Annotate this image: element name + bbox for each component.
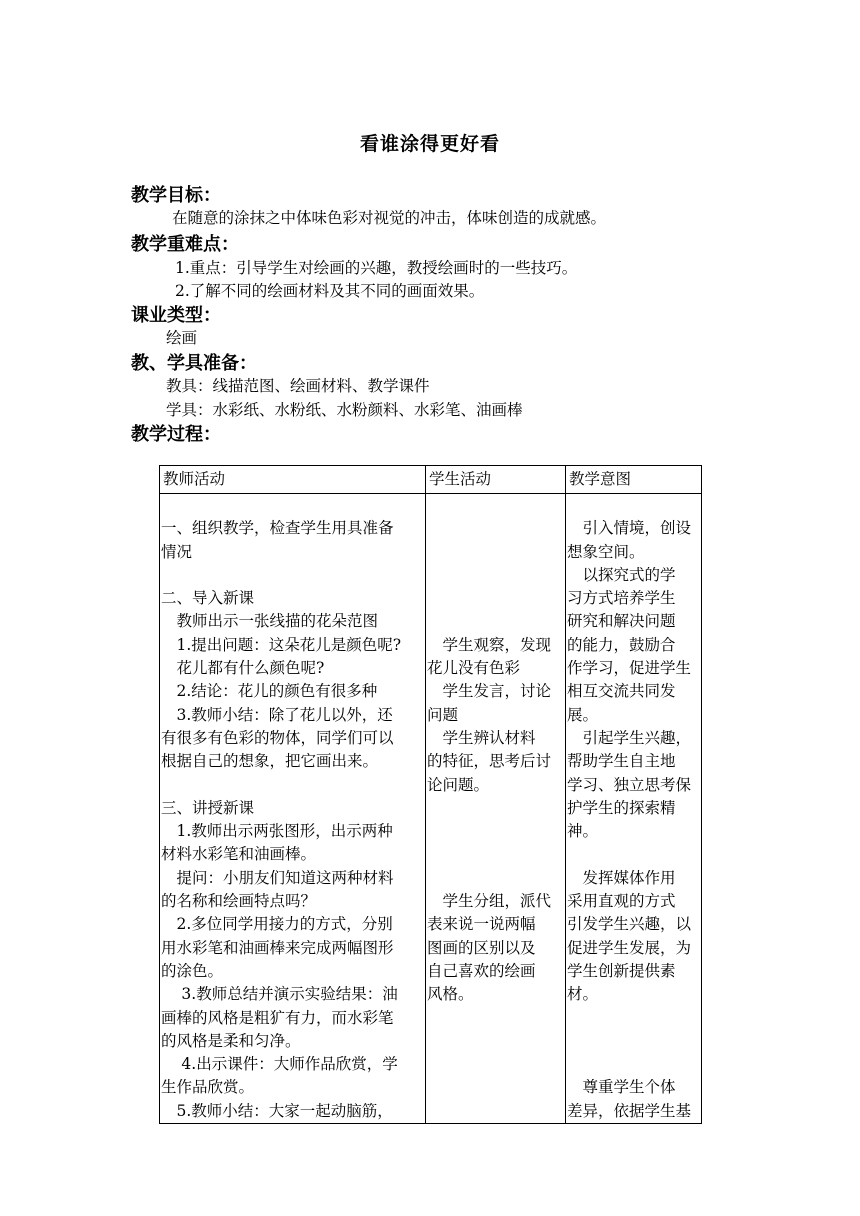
teacher-activity-line: 花儿都有什么颜色呢? [161,659,325,678]
process-table [159,465,702,1124]
student-activity-line [427,843,564,866]
student-tools: 学具：水彩纸、水粉纸、水粉颜料、水彩笔、油画棒 [166,401,523,419]
teaching-intent-line: 习方式培养学生 [567,589,676,608]
teaching-intent-line: 促进学生发展，为 [567,938,692,957]
teaching-intent-line: 学生创新提供素 [567,961,676,980]
student-activity-line: 学生分组，派代 [427,892,552,911]
teacher-activity-line: 画棒的风格是粗犷有力，而水彩笔 [161,1008,394,1027]
teaching-intent-line: 学习、独立思考保 [567,775,692,794]
student-activity-line: 表来说一说两幅 [427,915,536,934]
key-point-2: 2.了解不同的绘画材料及其不同的画面效果。 [175,282,485,300]
heading-preparation: 教、学具准备： [131,353,257,374]
teacher-activity-line: 5.教师小结：大家一起动脑筋， [161,1101,393,1120]
teaching-intent-line: 尊重学生个体 [567,1078,676,1097]
student-activity-line: 图画的区别以及 [427,938,536,957]
teacher-activity-line: 材料水彩笔和油画棒。 [161,845,317,864]
lesson-type-text: 绘画 [166,329,198,347]
student-activity-line [427,587,564,610]
teacher-activity-line: 3.教师总结并演示实验结果：油 [161,985,398,1004]
header-student-activity: 学生活动 [426,466,566,494]
student-activity-cell [426,494,566,1124]
teacher-activity-line [161,564,424,587]
teacher-activity-line [161,494,424,517]
teaching-intent-line: 以探究式的学 [567,565,676,584]
teaching-intent-line [567,843,700,866]
teacher-activity-line: 3.教师小结：除了花儿以外，还 [161,705,393,724]
student-activity-line [427,867,564,890]
student-activity-line [427,564,564,587]
teacher-activity-line: 生作品欣赏。 [161,1078,255,1097]
teaching-intent-line: 神。 [567,822,599,841]
teacher-activity-line: 4.出示课件：大师作品欣赏，学 [161,1055,398,1074]
teaching-intent-line: 引起学生兴趣， [567,728,692,747]
heading-key-points: 教学重难点： [131,234,239,255]
teaching-intent-line: 材。 [567,985,599,1004]
teaching-intent-cell [566,494,702,1124]
teacher-activity-line: 有很多有色彩的物体，同学们可以 [161,728,394,747]
teacher-activity-line: 的涂色。 [161,961,224,980]
teacher-activity-line: 2.结论：花儿的颜色有很多种 [161,682,378,701]
student-activity-line [427,610,564,633]
heading-process: 教学过程： [131,424,221,445]
teacher-activity-line: 的名称和绘画特点吗？ [161,892,317,911]
student-activity-line: 学生发言，讨论 [427,682,552,701]
teacher-activity-line [161,774,424,797]
teacher-activity-line: 用水彩笔和油画棒来完成两幅图形 [161,938,394,957]
student-activity-line [427,494,564,517]
student-activity-line: 花儿没有色彩 [427,659,521,678]
teaching-intent-line: 引入情境，创设 [567,519,692,538]
teacher-activity-line: 三、讲授新课 [161,798,255,817]
teaching-intent-line: 想象空间。 [567,542,645,561]
teacher-activity-line: 提问：小朋友们知道这两种材料 [161,868,394,887]
teaching-intent-line: 差异，依据学生基 [567,1101,692,1120]
student-activity-line: 学生观察，发现 [427,635,552,654]
teaching-intent-line: 发挥媒体作用 [567,868,676,887]
teaching-intent-line: 引发学生兴趣，以 [567,915,692,934]
teacher-activity-line: 的风格是柔和匀净。 [161,1031,301,1050]
teacher-activity-line: 教师出示一张线描的花朵范图 [161,612,379,631]
teaching-intent-line [567,1053,700,1076]
teacher-activity-line: 1.教师出示两张图形，出示两种 [161,822,393,841]
header-teaching-intent: 教学意图 [566,466,702,494]
teaching-intent-line: 帮助学生自主地 [567,752,676,771]
key-point-1: 1.重点：引导学生对绘画的兴趣，教授绘画时的一些技巧。 [175,259,578,277]
teacher-activity-line: 二、导入新课 [161,589,255,608]
student-activity-line: 风格。 [427,985,474,1004]
student-activity-line [427,541,564,564]
teacher-activity-cell [160,494,426,1124]
teacher-activity-line: 根据自己的想象，把它画出来。 [161,752,379,771]
teaching-intent-line: 展。 [567,705,599,724]
teaching-intent-line: 研究和解决问题 [567,612,676,631]
teaching-intent-line: 作学习，促进学生 [567,659,692,678]
header-teacher-activity: 教师活动 [160,466,426,494]
objective-text: 在随意的涂抹之中体味色彩对视觉的冲击，体味创造的成就感。 [172,209,607,227]
student-activity-line: 学生辨认材料 [427,728,536,747]
teaching-intent-line [567,1007,700,1030]
teaching-intent-line: 采用直观的方式 [567,892,676,911]
student-activity-line [427,517,564,540]
teaching-intent-line: 相互交流共同发 [567,682,676,701]
teacher-activity-line: 1.提出问题：这朵花儿是颜色呢? [161,635,402,654]
teacher-activity-line: 一、组织教学，检查学生用具准备 [161,519,394,538]
heading-lesson-type: 课业类型： [131,305,221,326]
teaching-intent-line [567,1030,700,1053]
teacher-activity-line: 2.多位同学用接力的方式，分别 [161,915,393,934]
teaching-intent-line: 护学生的探索精 [567,798,676,817]
student-activity-line: 的特征，思考后讨 [427,752,552,771]
student-activity-line [427,820,564,843]
teacher-tools: 教具：线描范图、绘画材料、教学课件 [166,377,430,395]
heading-objective: 教学目标： [131,185,221,206]
student-activity-line: 自己喜欢的绘画 [427,961,536,980]
teaching-intent-line [567,494,700,517]
student-activity-line: 问题 [427,705,459,724]
student-activity-line [427,797,564,820]
teacher-activity-line: 情况 [161,542,193,561]
document-title: 看谁涂得更好看 [359,133,500,155]
student-activity-line: 论问题。 [427,775,490,794]
teaching-intent-line: 的能力，鼓励合 [567,635,676,654]
